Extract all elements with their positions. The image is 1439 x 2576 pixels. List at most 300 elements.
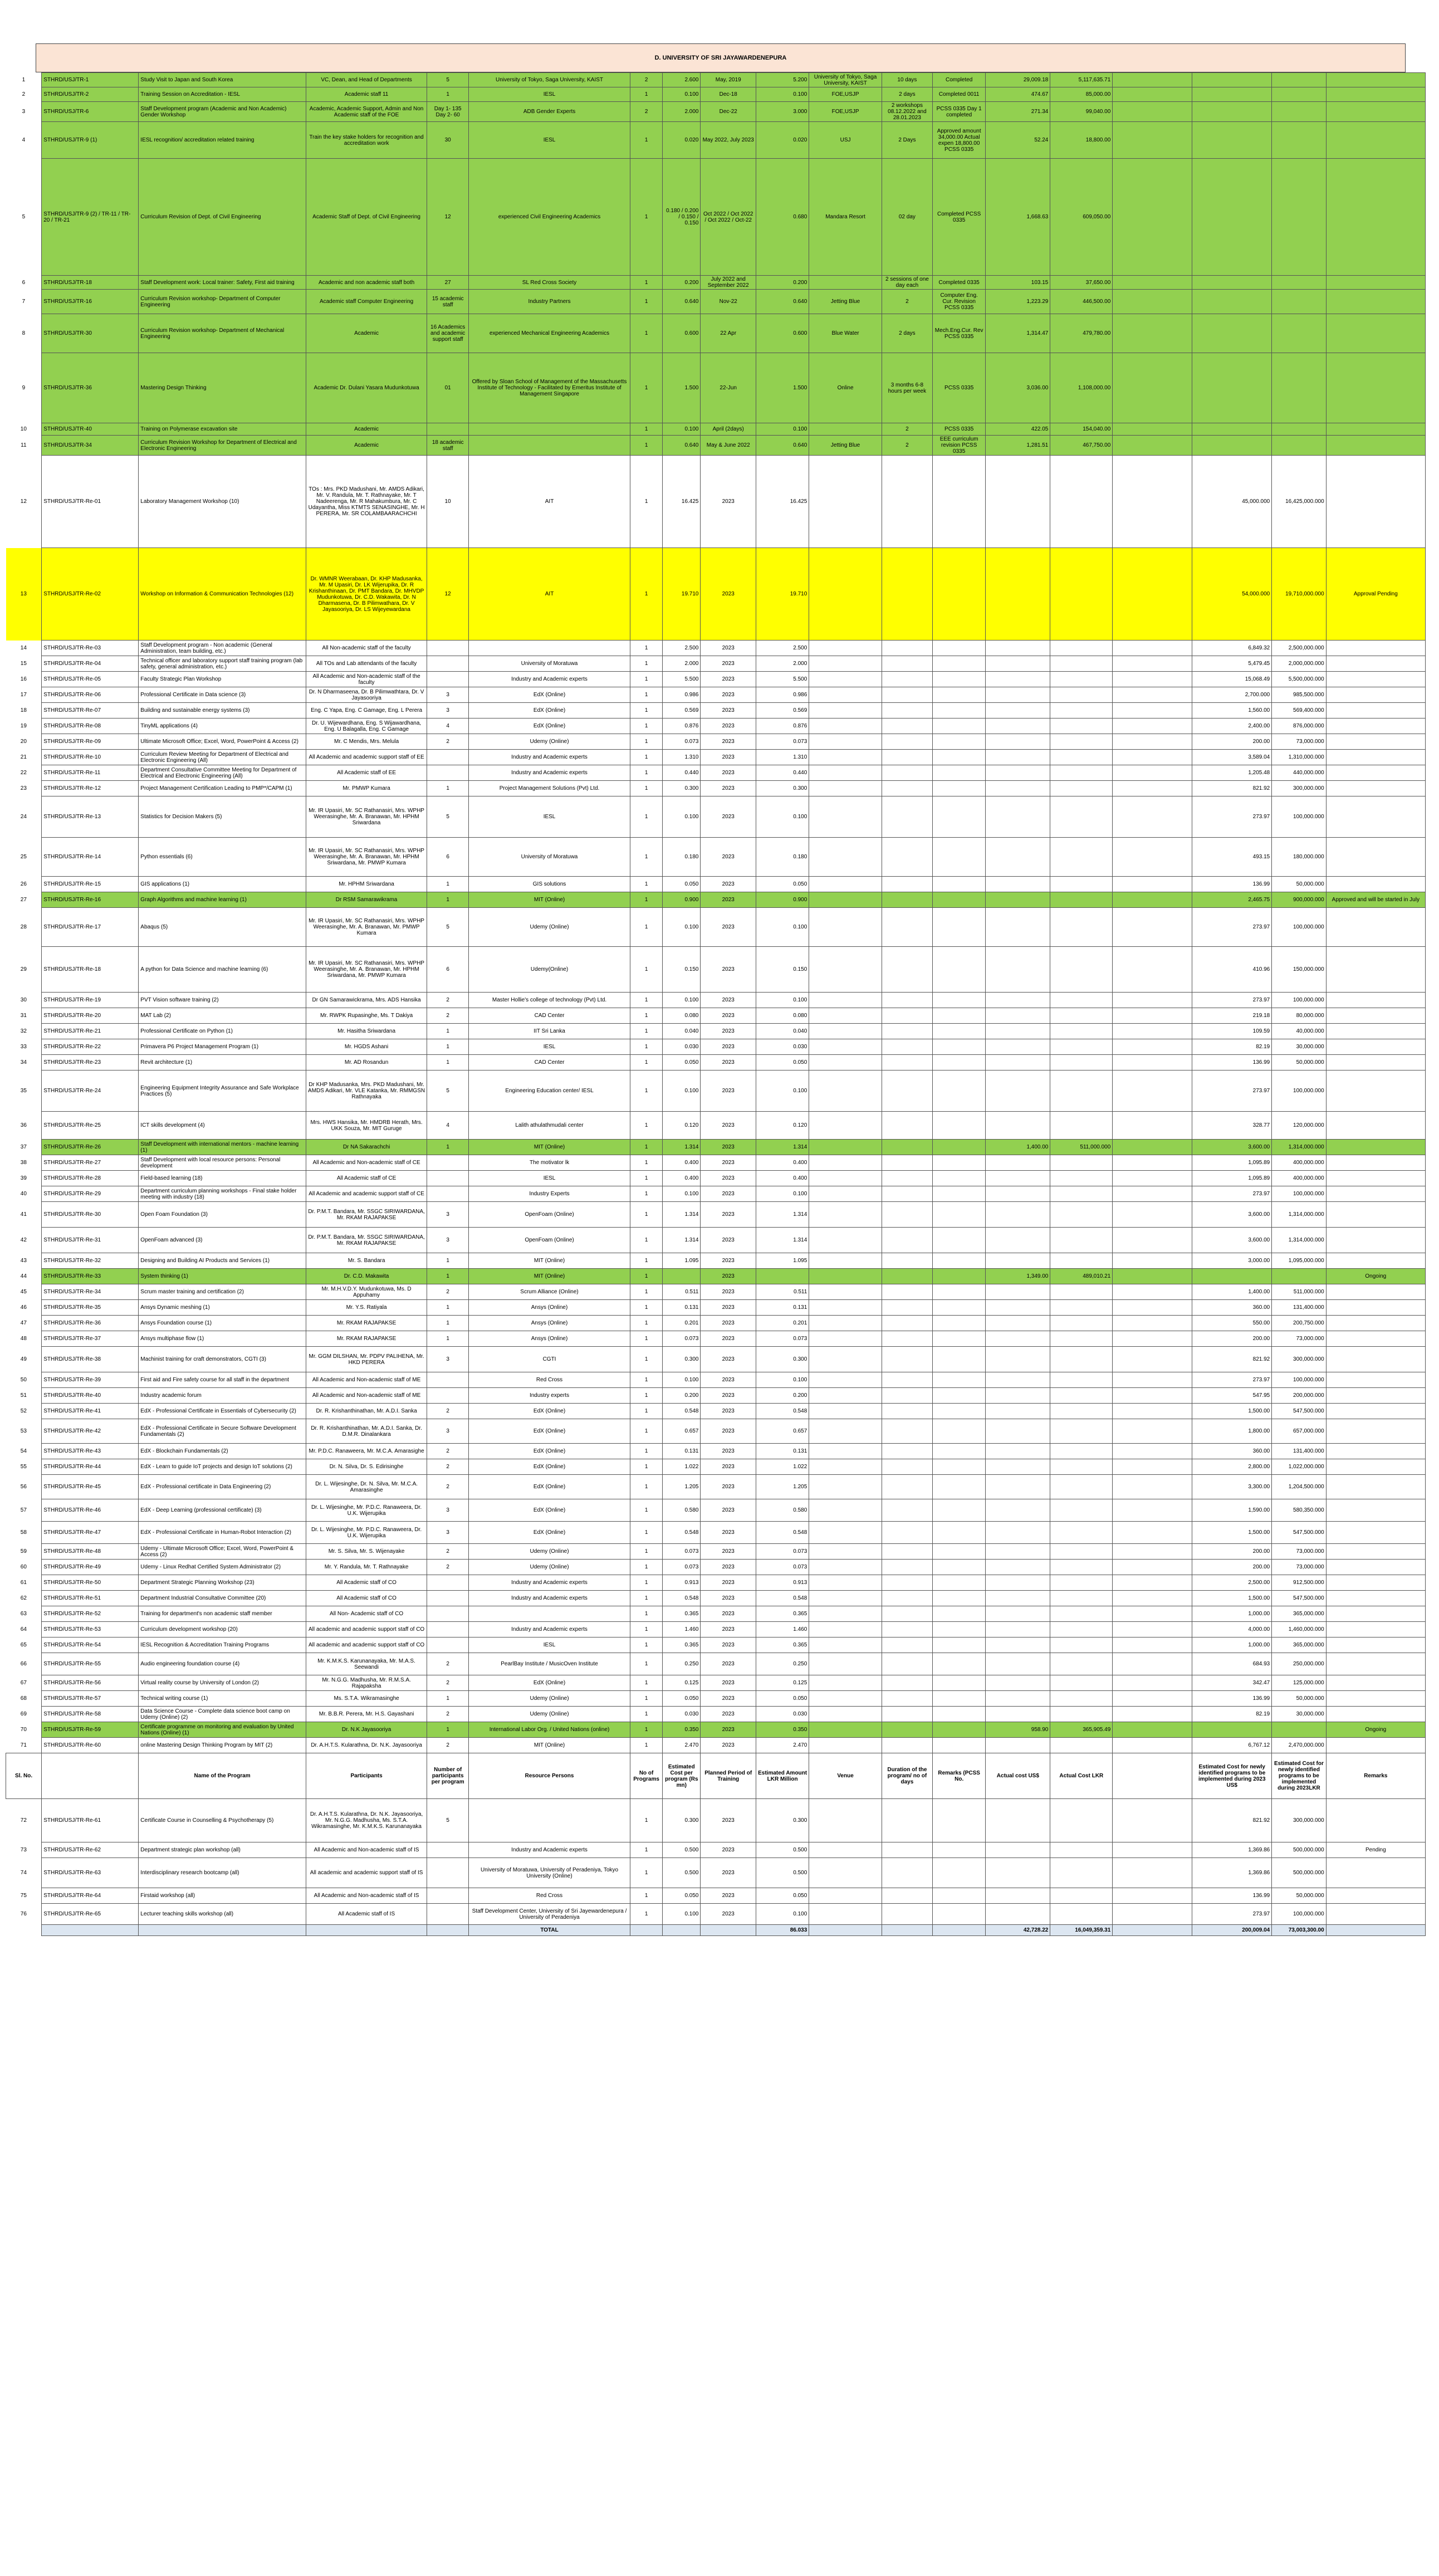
cell-period: 2023 bbox=[701, 1388, 756, 1404]
cell-venue bbox=[809, 947, 882, 993]
cell-el bbox=[1272, 290, 1326, 314]
cell-cost: 2.000 bbox=[663, 656, 701, 672]
cell-period: 2023 bbox=[701, 1269, 756, 1284]
cell-np: 1 bbox=[630, 718, 663, 734]
cell-eu: 1,800.00 bbox=[1192, 1419, 1272, 1444]
cell-el: 100,000.000 bbox=[1272, 908, 1326, 947]
cell-blank bbox=[1113, 1459, 1192, 1475]
cell-blank bbox=[1113, 1331, 1192, 1347]
cell-pcss bbox=[933, 687, 986, 703]
cell-sl: 26 bbox=[20, 881, 27, 887]
cell-np: 1 bbox=[630, 159, 663, 276]
cell-lkr bbox=[1050, 656, 1113, 672]
cell-name: EdX - Professional certificate in Data Engineering (2) bbox=[139, 1475, 306, 1499]
cell-eu: 2,465.75 bbox=[1192, 892, 1272, 908]
cell-lkr bbox=[1050, 672, 1113, 687]
cell-res: Udemy (Online) bbox=[468, 1707, 630, 1722]
cell-lkr bbox=[1050, 750, 1113, 765]
cell-dur bbox=[882, 1858, 932, 1888]
table-row bbox=[6, 1638, 1426, 1653]
cell-blank bbox=[1113, 1738, 1192, 1753]
header-cell: Estimated Amount LKR Million bbox=[756, 1753, 809, 1799]
cell-part: All academic and academic support staff of CO bbox=[306, 1622, 427, 1638]
cell-dur: 2 workshops 08.12.2022 and 28.01.2023 bbox=[882, 102, 932, 122]
cell-lkr bbox=[1050, 1171, 1113, 1186]
cell-period: 2023 bbox=[701, 1707, 756, 1722]
cell-dur bbox=[882, 718, 932, 734]
table-row bbox=[6, 1269, 1426, 1284]
cell-usd: 29,009.18 bbox=[986, 73, 1050, 87]
cell-period: 2023 bbox=[701, 1186, 756, 1202]
cell-eu: 200.00 bbox=[1192, 734, 1272, 750]
cell-period: 2023 bbox=[701, 1722, 756, 1738]
cell-np: 2 bbox=[630, 102, 663, 122]
total-blank bbox=[663, 1925, 701, 1936]
cell-name: Designing and Building AI Products and Services (1) bbox=[139, 1253, 306, 1269]
cell-usd bbox=[986, 734, 1050, 750]
cell-code: STHRD/USJ/TR-Re-24 bbox=[42, 1071, 139, 1112]
table-row bbox=[6, 1591, 1426, 1606]
cell-amt: 0.986 bbox=[756, 687, 809, 703]
cell-res: IESL bbox=[468, 796, 630, 838]
cell-usd bbox=[986, 1842, 1050, 1858]
total-el: 73,003,300.00 bbox=[1272, 1925, 1326, 1936]
cell-eu: 200.00 bbox=[1192, 1560, 1272, 1575]
cell-sl: 45 bbox=[20, 1289, 27, 1295]
cell-rem bbox=[1326, 1372, 1425, 1388]
total-blank bbox=[6, 1925, 42, 1936]
cell-res: AIT bbox=[468, 548, 630, 641]
cell-lkr bbox=[1050, 1055, 1113, 1071]
cell-el: 511,000.000 bbox=[1272, 1284, 1326, 1300]
cell-num: 12 bbox=[427, 548, 469, 641]
cell-res: University of Moratuwa bbox=[468, 656, 630, 672]
cell-amt: 0.511 bbox=[756, 1284, 809, 1300]
cell-sl: 61 bbox=[20, 1580, 27, 1586]
cell-num: 4 bbox=[427, 718, 469, 734]
cell-num: 1 bbox=[427, 892, 469, 908]
cell-lkr bbox=[1050, 1300, 1113, 1316]
cell-num: 2 bbox=[427, 1444, 469, 1459]
cell-name: Abaqus (5) bbox=[139, 908, 306, 947]
cell-period: May & June 2022 bbox=[701, 436, 756, 456]
cell-pcss bbox=[933, 1842, 986, 1858]
cell-name: Curriculum development workshop (20) bbox=[139, 1622, 306, 1638]
cell-eu bbox=[1192, 314, 1272, 353]
cell-part: Academic Staff of Dept. of Civil Engineering bbox=[306, 159, 427, 276]
cell-usd bbox=[986, 1171, 1050, 1186]
header-cell: Remarks (PCSS No. bbox=[933, 1753, 986, 1799]
cell-rem bbox=[1326, 1522, 1425, 1544]
cell-pcss bbox=[933, 1904, 986, 1925]
cell-num: 2 bbox=[427, 1284, 469, 1300]
cell-num: 15 academic staff bbox=[427, 290, 469, 314]
cell-amt: 0.125 bbox=[756, 1675, 809, 1691]
header-cell bbox=[1113, 1753, 1192, 1799]
cell-rem bbox=[1326, 314, 1425, 353]
cell-num: 2 bbox=[427, 1675, 469, 1691]
cell-blank bbox=[1113, 1388, 1192, 1404]
cell-res: Udemy (Online) bbox=[468, 734, 630, 750]
cell-dur bbox=[882, 1269, 932, 1284]
cell-dur: 2 bbox=[882, 290, 932, 314]
cell-amt: 0.548 bbox=[756, 1591, 809, 1606]
cell-rem bbox=[1326, 1284, 1425, 1300]
cell-sl: 3 bbox=[22, 109, 26, 115]
cell-code: STHRD/USJ/TR-Re-03 bbox=[42, 641, 139, 656]
cell-pcss bbox=[933, 548, 986, 641]
cell-part: Dr. R. Krishanthinathan, Mr. A.D.I. Sanka bbox=[306, 1404, 427, 1419]
cell-name: Graph Algorithms and machine learning (1) bbox=[139, 892, 306, 908]
cell-cost: 0.100 bbox=[663, 1071, 701, 1112]
cell-res: MIT (Online) bbox=[468, 892, 630, 908]
cell-sl: 2 bbox=[22, 91, 26, 97]
cell-cost: 2.600 bbox=[663, 73, 701, 87]
cell-sl: 54 bbox=[20, 1448, 27, 1454]
cell-amt: 0.100 bbox=[756, 993, 809, 1008]
cell-num bbox=[427, 1888, 469, 1904]
cell-code: STHRD/USJ/TR-Re-25 bbox=[42, 1112, 139, 1140]
cell-dur bbox=[882, 672, 932, 687]
cell-np: 1 bbox=[630, 781, 663, 796]
cell-venue bbox=[809, 1904, 882, 1925]
cell-lkr: 467,750.00 bbox=[1050, 436, 1113, 456]
cell-pcss: Completed 0335 bbox=[933, 276, 986, 290]
cell-rem bbox=[1326, 1653, 1425, 1675]
cell-period: 2023 bbox=[701, 641, 756, 656]
cell-rem bbox=[1326, 750, 1425, 765]
table-row bbox=[6, 436, 1426, 456]
cell-sl: 51 bbox=[20, 1392, 27, 1399]
cell-eu: 136.99 bbox=[1192, 1055, 1272, 1071]
total-blank bbox=[1113, 1925, 1192, 1936]
cell-usd: 1,281.51 bbox=[986, 436, 1050, 456]
cell-period: 2023 bbox=[701, 1112, 756, 1140]
cell-name: Study Visit to Japan and South Korea bbox=[139, 73, 306, 87]
cell-code: STHRD/USJ/TR-Re-02 bbox=[42, 548, 139, 641]
cell-el: 30,000.000 bbox=[1272, 1039, 1326, 1055]
cell-usd: 52.24 bbox=[986, 122, 1050, 159]
cell-part: Mr. N.G.G. Madhusha, Mr. R.M.S.A. Rajapaksha bbox=[306, 1675, 427, 1691]
cell-venue: Online bbox=[809, 353, 882, 423]
cell-lkr: 154,040.00 bbox=[1050, 423, 1113, 436]
cell-part: All Academic and Non-academic staff of IS bbox=[306, 1888, 427, 1904]
cell-dur bbox=[882, 781, 932, 796]
cell-lkr bbox=[1050, 796, 1113, 838]
cell-blank bbox=[1113, 1284, 1192, 1300]
cell-num bbox=[427, 1186, 469, 1202]
cell-res: CAD Center bbox=[468, 1055, 630, 1071]
cell-amt: 19.710 bbox=[756, 548, 809, 641]
cell-eu: 4,000.00 bbox=[1192, 1622, 1272, 1638]
cell-period: 2023 bbox=[701, 796, 756, 838]
cell-dur bbox=[882, 796, 932, 838]
cell-res: Udemy(Online) bbox=[468, 947, 630, 993]
total-amt: 86.033 bbox=[756, 1925, 809, 1936]
cell-amt: 0.680 bbox=[756, 159, 809, 276]
cell-usd bbox=[986, 1331, 1050, 1347]
cell-name: Staff Development program - Non academic (General Administration, team building, etc.) bbox=[139, 641, 306, 656]
cell-el bbox=[1272, 1722, 1326, 1738]
cell-np: 1 bbox=[630, 1499, 663, 1522]
cell-code: STHRD/USJ/TR-Re-18 bbox=[42, 947, 139, 993]
cell-cost: 0.640 bbox=[663, 290, 701, 314]
cell-period: 2023 bbox=[701, 1171, 756, 1186]
cell-blank bbox=[1113, 1055, 1192, 1071]
cell-cost: 1.314 bbox=[663, 1202, 701, 1228]
cell-blank bbox=[1113, 892, 1192, 908]
cell-eu: 1,369.86 bbox=[1192, 1858, 1272, 1888]
cell-el bbox=[1272, 159, 1326, 276]
cell-blank bbox=[1113, 1140, 1192, 1155]
cell-cost: 0.900 bbox=[663, 892, 701, 908]
cell-dur bbox=[882, 838, 932, 877]
table-row bbox=[6, 672, 1426, 687]
cell-amt: 0.100 bbox=[756, 423, 809, 436]
cell-dur bbox=[882, 765, 932, 781]
cell-name: EdX - Blockchain Fundamentals (2) bbox=[139, 1444, 306, 1459]
cell-np: 1 bbox=[630, 1653, 663, 1675]
cell-venue bbox=[809, 718, 882, 734]
cell-dur bbox=[882, 1459, 932, 1475]
cell-venue bbox=[809, 1331, 882, 1347]
cell-part: All Non- Academic staff of CO bbox=[306, 1606, 427, 1622]
cell-eu: 821.92 bbox=[1192, 781, 1272, 796]
cell-pcss bbox=[933, 1638, 986, 1653]
cell-cost: 1.500 bbox=[663, 353, 701, 423]
cell-eu: 2,800.00 bbox=[1192, 1459, 1272, 1475]
cell-dur bbox=[882, 1202, 932, 1228]
cell-lkr bbox=[1050, 1347, 1113, 1372]
cell-np: 1 bbox=[630, 1544, 663, 1560]
cell-dur: 2 sessions of one day each bbox=[882, 276, 932, 290]
cell-part: Dr. L. Wijesinghe, Dr. N. Silva, Mr. M.C.A. Amarasinghe bbox=[306, 1475, 427, 1499]
cell-pcss bbox=[933, 656, 986, 672]
cell-num: 5 bbox=[427, 1071, 469, 1112]
cell-el: 50,000.000 bbox=[1272, 1888, 1326, 1904]
cell-eu: 200.00 bbox=[1192, 1331, 1272, 1347]
cell-venue bbox=[809, 1459, 882, 1475]
cell-blank bbox=[1113, 436, 1192, 456]
cell-rem bbox=[1326, 838, 1425, 877]
cell-venue bbox=[809, 1606, 882, 1622]
table-row bbox=[6, 656, 1426, 672]
cell-part: Mr. S. Silva, Mr. S. Wijenayake bbox=[306, 1544, 427, 1560]
cell-venue bbox=[809, 656, 882, 672]
cell-num bbox=[427, 1171, 469, 1186]
cell-rem: Ongoing bbox=[1326, 1722, 1425, 1738]
cell-el: 569,400.000 bbox=[1272, 703, 1326, 718]
cell-amt: 0.900 bbox=[756, 892, 809, 908]
cell-res bbox=[468, 436, 630, 456]
cell-el: 1,310,000.000 bbox=[1272, 750, 1326, 765]
cell-dur bbox=[882, 1419, 932, 1444]
cell-venue bbox=[809, 1008, 882, 1024]
cell-dur bbox=[882, 1722, 932, 1738]
cell-venue bbox=[809, 1691, 882, 1707]
cell-part: Mr. Y.S. Ratiyala bbox=[306, 1300, 427, 1316]
cell-code: STHRD/USJ/TR-Re-13 bbox=[42, 796, 139, 838]
cell-part: Mr. HPHM Sriwardana bbox=[306, 877, 427, 892]
cell-code: STHRD/USJ/TR-Re-08 bbox=[42, 718, 139, 734]
cell-sl: 69 bbox=[20, 1711, 27, 1717]
cell-rem bbox=[1326, 102, 1425, 122]
cell-el: 547,500.000 bbox=[1272, 1522, 1326, 1544]
cell-part: All Academic and Non-academic staff of ME bbox=[306, 1372, 427, 1388]
cell-pcss bbox=[933, 1039, 986, 1055]
cell-res bbox=[468, 641, 630, 656]
header-cell: Remarks bbox=[1326, 1753, 1425, 1799]
cell-pcss bbox=[933, 1459, 986, 1475]
cell-rem bbox=[1326, 718, 1425, 734]
cell-num: 2 bbox=[427, 1475, 469, 1499]
total-blank bbox=[139, 1925, 306, 1936]
cell-dur bbox=[882, 703, 932, 718]
cell-cost: 1.314 bbox=[663, 1228, 701, 1253]
cell-num bbox=[427, 672, 469, 687]
cell-amt: 1.310 bbox=[756, 750, 809, 765]
cell-amt: 0.030 bbox=[756, 1707, 809, 1722]
cell-el bbox=[1272, 314, 1326, 353]
cell-blank bbox=[1113, 1404, 1192, 1419]
cell-amt: 0.100 bbox=[756, 1071, 809, 1112]
cell-period: 22 Apr bbox=[701, 314, 756, 353]
cell-code: STHRD/USJ/TR-Re-23 bbox=[42, 1055, 139, 1071]
cell-usd bbox=[986, 672, 1050, 687]
cell-pcss bbox=[933, 1691, 986, 1707]
cell-amt: 0.300 bbox=[756, 1347, 809, 1372]
cell-sl: 46 bbox=[20, 1304, 27, 1311]
cell-eu: 360.00 bbox=[1192, 1300, 1272, 1316]
cell-np: 1 bbox=[630, 1071, 663, 1112]
cell-blank bbox=[1113, 1722, 1192, 1738]
total-blank bbox=[306, 1925, 427, 1936]
cell-res: Udemy (Online) bbox=[468, 908, 630, 947]
cell-part: All Academic and academic support staff of EE bbox=[306, 750, 427, 765]
cell-el: 73,000.000 bbox=[1272, 1560, 1326, 1575]
cell-usd bbox=[986, 1419, 1050, 1444]
cell-eu: 273.97 bbox=[1192, 796, 1272, 838]
cell-sl: 15 bbox=[20, 661, 27, 667]
cell-code: STHRD/USJ/TR-6 bbox=[42, 102, 139, 122]
cell-blank bbox=[1113, 276, 1192, 290]
cell-cost: 0.511 bbox=[663, 1284, 701, 1300]
cell-part: Mr. K.M.K.S. Karunanayaka, Mr. M.A.S. Seewandi bbox=[306, 1653, 427, 1675]
header-cell: Number of participants per program bbox=[427, 1753, 469, 1799]
cell-num bbox=[427, 1842, 469, 1858]
cell-blank bbox=[1113, 1202, 1192, 1228]
cell-el: 365,000.000 bbox=[1272, 1638, 1326, 1653]
cell-blank bbox=[1113, 781, 1192, 796]
cell-amt: 0.548 bbox=[756, 1404, 809, 1419]
cell-amt: 0.131 bbox=[756, 1300, 809, 1316]
cell-eu bbox=[1192, 87, 1272, 102]
table-row bbox=[6, 314, 1426, 353]
cell-num: 1 bbox=[427, 1691, 469, 1707]
cell-cost: 0.200 bbox=[663, 276, 701, 290]
cell-venue bbox=[809, 1155, 882, 1171]
cell-res: Industry Experts bbox=[468, 1186, 630, 1202]
cell-amt: 0.131 bbox=[756, 1444, 809, 1459]
cell-name: Scrum master training and certification (2) bbox=[139, 1284, 306, 1300]
cell-res: EdX (Online) bbox=[468, 1675, 630, 1691]
cell-rem bbox=[1326, 656, 1425, 672]
total-blank bbox=[427, 1925, 469, 1936]
cell-res: Industry and Academic experts bbox=[468, 1622, 630, 1638]
table-row bbox=[6, 1722, 1426, 1738]
cell-pcss bbox=[933, 1269, 986, 1284]
cell-usd bbox=[986, 1675, 1050, 1691]
cell-sl: 38 bbox=[20, 1160, 27, 1166]
cell-blank bbox=[1113, 687, 1192, 703]
cell-el: 657,000.000 bbox=[1272, 1419, 1326, 1444]
table-row bbox=[6, 1071, 1426, 1112]
cell-cost: 0.400 bbox=[663, 1155, 701, 1171]
cell-name: Laboratory Management Workshop (10) bbox=[139, 456, 306, 548]
cell-part: VC, Dean, and Head of Departments bbox=[306, 73, 427, 87]
cell-num: 1 bbox=[427, 1024, 469, 1039]
cell-sl: 48 bbox=[20, 1336, 27, 1342]
cell-rem bbox=[1326, 1606, 1425, 1622]
cell-usd bbox=[986, 1459, 1050, 1475]
cell-np: 1 bbox=[630, 1858, 663, 1888]
cell-num: 1 bbox=[427, 1055, 469, 1071]
cell-dur bbox=[882, 1347, 932, 1372]
cell-usd: 1,314.47 bbox=[986, 314, 1050, 353]
cell-dur: 02 day bbox=[882, 159, 932, 276]
cell-name: Field-based learning (18) bbox=[139, 1171, 306, 1186]
cell-rem bbox=[1326, 1316, 1425, 1331]
cell-venue: Jetting Blue bbox=[809, 436, 882, 456]
cell-name: Staff Development with international mentors - machine learning (1) bbox=[139, 1140, 306, 1155]
header-cell: Sl. No. bbox=[6, 1753, 42, 1799]
cell-usd bbox=[986, 1284, 1050, 1300]
cell-dur: 2 days bbox=[882, 314, 932, 353]
cell-lkr bbox=[1050, 1799, 1113, 1842]
cell-venue bbox=[809, 1253, 882, 1269]
cell-code: STHRD/USJ/TR-Re-55 bbox=[42, 1653, 139, 1675]
cell-eu bbox=[1192, 290, 1272, 314]
table-row bbox=[6, 687, 1426, 703]
cell-num: 1 bbox=[427, 1140, 469, 1155]
cell-cost: 0.365 bbox=[663, 1638, 701, 1653]
cell-venue bbox=[809, 1171, 882, 1186]
cell-sl: 60 bbox=[20, 1564, 27, 1570]
cell-blank bbox=[1113, 102, 1192, 122]
cell-res: Ansys (Online) bbox=[468, 1300, 630, 1316]
cell-sl: 64 bbox=[20, 1626, 27, 1632]
cell-num bbox=[427, 1388, 469, 1404]
cell-dur bbox=[882, 1842, 932, 1858]
cell-period: 2023 bbox=[701, 1347, 756, 1372]
cell-part: All Academic staff of CE bbox=[306, 1171, 427, 1186]
cell-el: 1,314,000.000 bbox=[1272, 1140, 1326, 1155]
cell-sl: 37 bbox=[20, 1144, 27, 1150]
cell-rem bbox=[1326, 1622, 1425, 1638]
cell-period: 2023 bbox=[701, 1372, 756, 1388]
cell-code: STHRD/USJ/TR-Re-10 bbox=[42, 750, 139, 765]
cell-period: 2023 bbox=[701, 687, 756, 703]
cell-usd: 1,668.63 bbox=[986, 159, 1050, 276]
cell-lkr bbox=[1050, 1638, 1113, 1653]
cell-pcss bbox=[933, 1024, 986, 1039]
cell-lkr: 511,000.000 bbox=[1050, 1140, 1113, 1155]
cell-sl: 8 bbox=[22, 330, 26, 336]
cell-dur bbox=[882, 641, 932, 656]
cell-el: 73,000.000 bbox=[1272, 1544, 1326, 1560]
cell-blank bbox=[1113, 1419, 1192, 1444]
cell-usd bbox=[986, 993, 1050, 1008]
